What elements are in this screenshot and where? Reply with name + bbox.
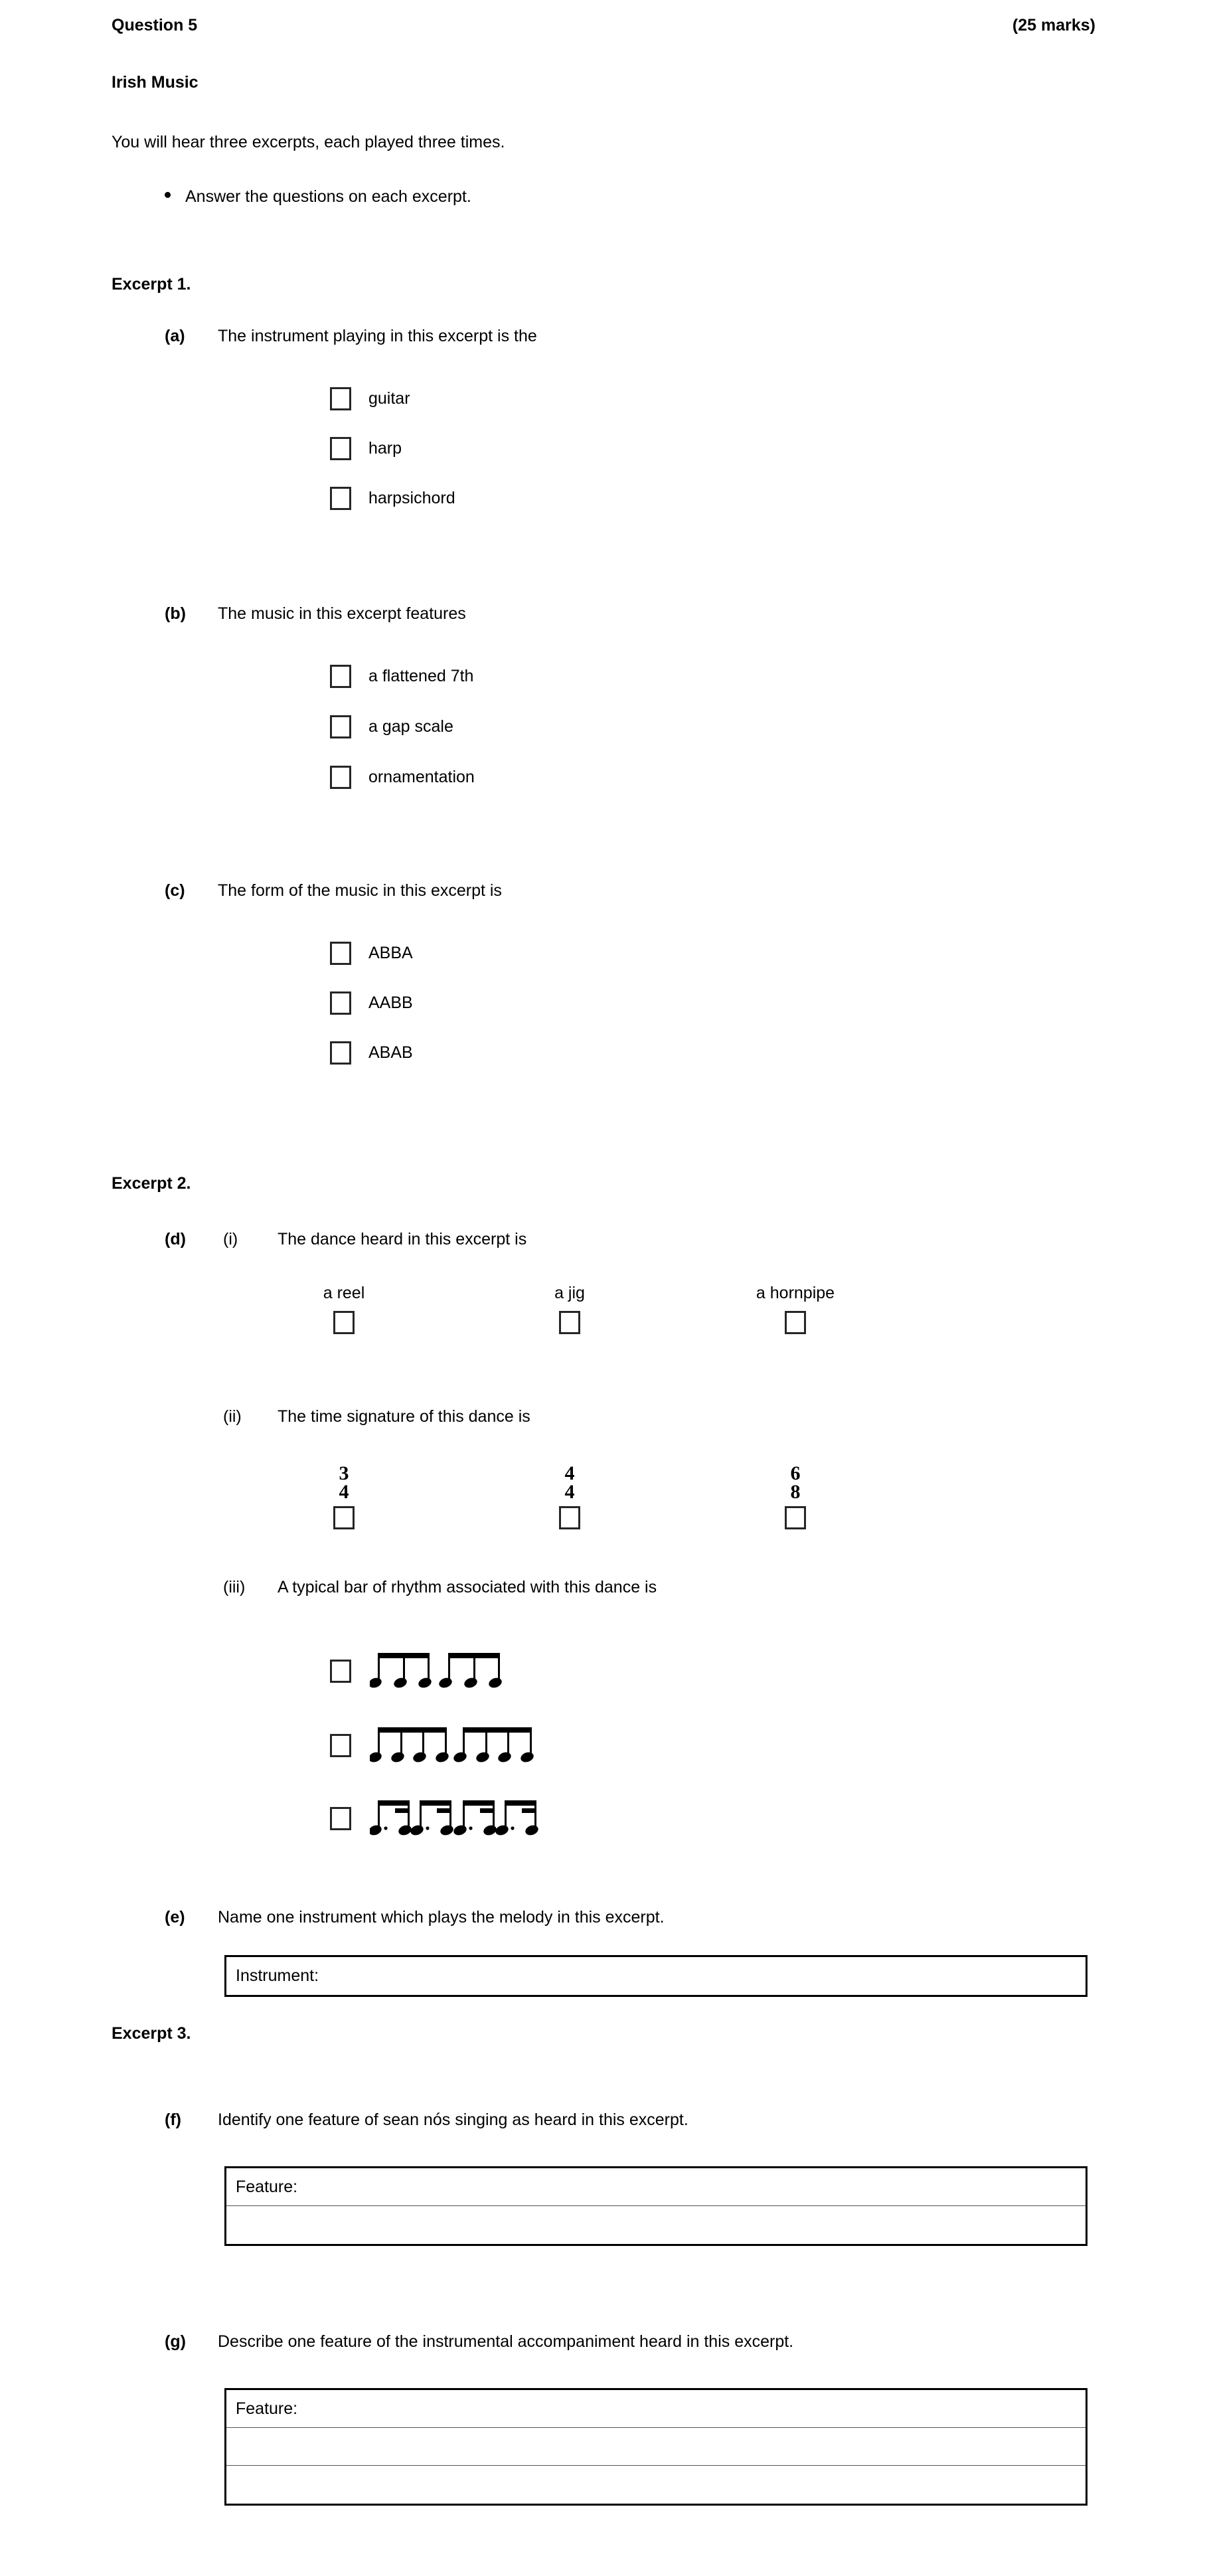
- subject-heading: Irish Music: [112, 73, 199, 92]
- part-f-letter: (f): [165, 2110, 181, 2129]
- part-b-question: The music in this excerpt features: [218, 604, 466, 623]
- option-label: a flattened 7th: [368, 667, 474, 685]
- option-label: guitar: [368, 389, 410, 408]
- checkbox-icon[interactable]: [330, 715, 351, 738]
- option-a-harp[interactable]: [330, 437, 402, 460]
- part-c-letter: (c): [165, 881, 185, 900]
- checkbox-icon[interactable]: [785, 1506, 806, 1529]
- checkbox-icon[interactable]: [333, 1311, 355, 1334]
- option-c-aabb[interactable]: [330, 991, 413, 1015]
- checkbox-icon[interactable]: [333, 1506, 355, 1529]
- timesig-numerator: 6: [790, 1462, 801, 1484]
- option-label: ABAB: [368, 1043, 413, 1062]
- instruction-bullet-label: Answer the questions on each excerpt.: [185, 187, 471, 206]
- checkbox-icon[interactable]: [330, 1807, 351, 1830]
- answer-box-sean-nos-feature[interactable]: [224, 2166, 1087, 2246]
- option-rhythm-triplet-eighths[interactable]: [330, 1650, 509, 1691]
- part-d-letter: (d): [165, 1230, 186, 1248]
- option-c-abab[interactable]: [330, 1041, 413, 1065]
- rhythm-notation-four-eighths-pairs: [370, 1725, 534, 1766]
- timesig-numerator: 4: [564, 1462, 575, 1484]
- checkbox-icon[interactable]: [559, 1311, 580, 1334]
- bullet-icon: [165, 192, 171, 198]
- checkbox-icon[interactable]: [330, 942, 351, 965]
- instruction-bullet: [165, 186, 471, 209]
- part-d-ii-question: The time signature of this dance is: [278, 1407, 530, 1426]
- answer-line[interactable]: [226, 2168, 1086, 2206]
- answer-box-label: Instrument:: [236, 1966, 319, 1985]
- part-d-iii-numeral: (iii): [223, 1578, 246, 1596]
- answer-box-label: Feature:: [236, 2177, 298, 2196]
- option-label: a hornpipe: [756, 1284, 835, 1302]
- option-label: harpsichord: [368, 489, 455, 507]
- option-label: AABB: [368, 993, 413, 1012]
- option-timesig-3-4[interactable]: [278, 1464, 410, 1529]
- part-b-letter: (b): [165, 604, 186, 623]
- option-b-gap-scale[interactable]: [330, 715, 453, 738]
- answer-line[interactable]: [226, 2206, 1086, 2244]
- checkbox-icon[interactable]: [330, 487, 351, 510]
- checkbox-icon[interactable]: [330, 1041, 351, 1065]
- intro-text: You will hear three excerpts, each played three times.: [112, 133, 505, 151]
- answer-line[interactable]: [226, 2390, 1086, 2428]
- excerpt-1-heading: Excerpt 1.: [112, 275, 191, 294]
- marks-label: (25 marks): [1012, 16, 1095, 35]
- checkbox-icon[interactable]: [785, 1311, 806, 1334]
- option-a-guitar[interactable]: [330, 387, 410, 410]
- part-d-i-question: The dance heard in this excerpt is: [278, 1230, 527, 1248]
- option-label: harp: [368, 439, 402, 458]
- checkbox-icon[interactable]: [330, 437, 351, 460]
- excerpt-3-heading: Excerpt 3.: [112, 2024, 191, 2043]
- answer-box-label: Feature:: [236, 2399, 298, 2418]
- option-timesig-4-4[interactable]: [503, 1464, 636, 1529]
- option-d-hornpipe[interactable]: [729, 1284, 862, 1334]
- checkbox-icon[interactable]: [559, 1506, 580, 1529]
- checkbox-icon[interactable]: [330, 766, 351, 789]
- option-label: ornamentation: [368, 768, 475, 786]
- part-g-question: Describe one feature of the instrumental accompaniment heard in this excerpt.: [218, 2332, 794, 2351]
- part-f-question: Identify one feature of sean nós singing as heard in this excerpt.: [218, 2110, 688, 2129]
- part-e-question: Name one instrument which plays the melody in this excerpt.: [218, 1908, 665, 1927]
- time-signature-options-group: [278, 1464, 862, 1529]
- option-b-ornamentation[interactable]: [330, 766, 475, 789]
- option-rhythm-four-eighths[interactable]: [330, 1725, 534, 1766]
- answer-line[interactable]: [226, 2466, 1086, 2504]
- rhythm-notation-compound-triplet-eighths: [370, 1650, 509, 1691]
- answer-box-accompaniment-feature[interactable]: [224, 2388, 1087, 2506]
- part-a-question: The instrument playing in this excerpt is the: [218, 327, 537, 345]
- part-e-letter: (e): [165, 1908, 185, 1927]
- option-label: a reel: [323, 1284, 365, 1302]
- timesig-denominator: 4: [564, 1480, 575, 1503]
- option-label: a gap scale: [368, 717, 453, 736]
- part-d-iii-question: A typical bar of rhythm associated with this dance is: [278, 1578, 657, 1596]
- option-label: a jig: [554, 1284, 585, 1302]
- excerpt-2-heading: Excerpt 2.: [112, 1174, 191, 1193]
- option-d-jig[interactable]: [503, 1284, 636, 1334]
- option-a-harpsichord[interactable]: [330, 487, 455, 510]
- timesig-numerator: 3: [339, 1462, 349, 1484]
- answer-line[interactable]: [226, 2428, 1086, 2466]
- checkbox-icon[interactable]: [330, 387, 351, 410]
- part-d-ii-numeral: (ii): [223, 1407, 242, 1426]
- option-d-reel[interactable]: [278, 1284, 410, 1334]
- checkbox-icon[interactable]: [330, 1660, 351, 1683]
- option-c-abba[interactable]: [330, 942, 413, 965]
- timesig-denominator: 8: [790, 1480, 801, 1503]
- option-timesig-6-8[interactable]: [729, 1464, 862, 1529]
- option-b-flattened-7th[interactable]: [330, 665, 473, 688]
- time-signature-6-8: [791, 1464, 801, 1501]
- checkbox-icon[interactable]: [330, 665, 351, 688]
- option-rhythm-dotted-eighth-sixteenth[interactable]: [330, 1798, 540, 1839]
- checkbox-icon[interactable]: [330, 1734, 351, 1757]
- rhythm-notation-dotted-eighth-sixteenth: [370, 1798, 540, 1839]
- timesig-denominator: 4: [339, 1480, 349, 1503]
- option-label: ABBA: [368, 944, 413, 962]
- answer-box-instrument[interactable]: [224, 1955, 1087, 1997]
- time-signature-3-4: [339, 1464, 349, 1501]
- part-a-letter: (a): [165, 327, 185, 345]
- checkbox-icon[interactable]: [330, 991, 351, 1015]
- time-signature-4-4: [565, 1464, 575, 1501]
- part-d-i-numeral: (i): [223, 1230, 238, 1248]
- page-title: Question 5: [112, 16, 198, 35]
- part-g-letter: (g): [165, 2332, 186, 2351]
- answer-line[interactable]: [226, 1957, 1086, 1995]
- dance-options-group: [278, 1284, 862, 1334]
- part-c-question: The form of the music in this excerpt is: [218, 881, 502, 900]
